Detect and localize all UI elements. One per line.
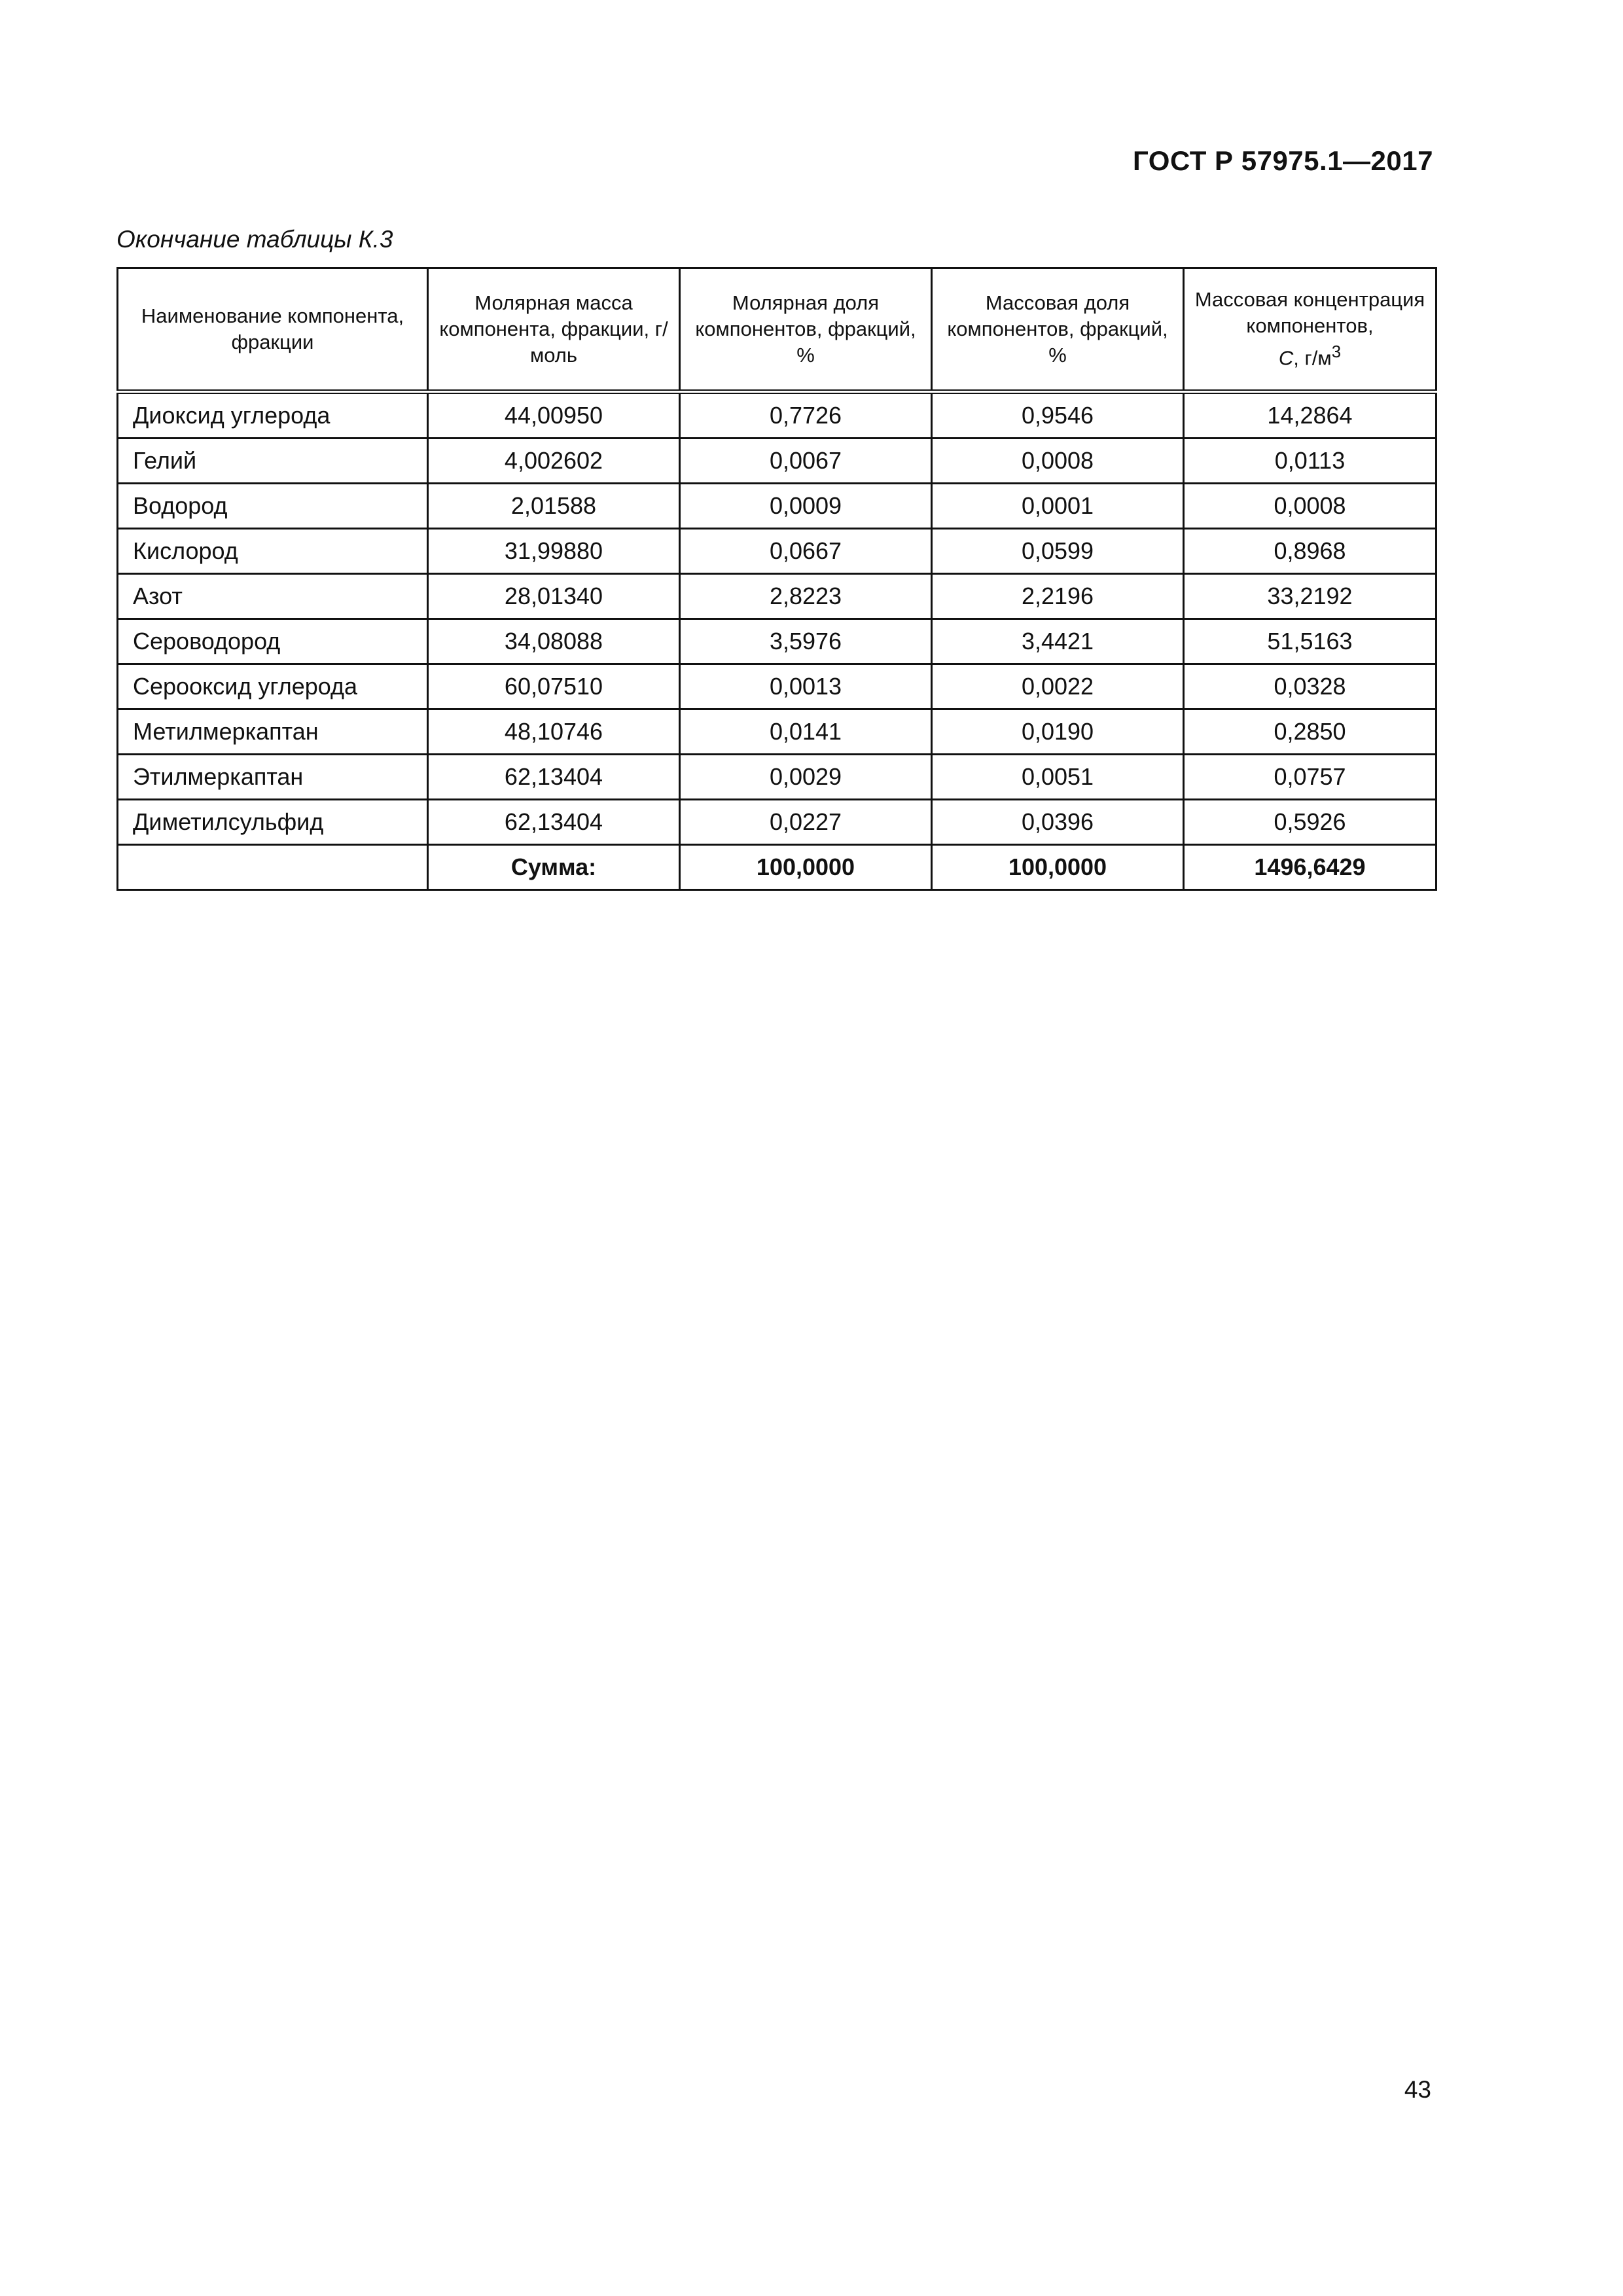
header-molar-mass: Молярная масса компонента, фракции, г/моль <box>428 268 680 392</box>
cell-molar-fraction: 0,0667 <box>680 529 932 574</box>
total-mass-concentration: 1496,6429 <box>1184 845 1436 890</box>
cell-molar-fraction: 0,0009 <box>680 484 932 529</box>
page-number: 43 <box>1404 2076 1431 2103</box>
table-row <box>118 800 1436 845</box>
cell-component-name: Кислород <box>118 529 428 574</box>
components-table <box>116 267 1437 891</box>
cell-component-name: Серооксид углерода <box>118 664 428 709</box>
cell-molar-fraction: 0,7726 <box>680 392 932 439</box>
cell-component-name: Диоксид углерода <box>118 392 428 439</box>
table-row <box>118 439 1436 484</box>
cell-molar-mass: 60,07510 <box>428 664 680 709</box>
cell-mass-fraction: 0,0190 <box>932 709 1184 755</box>
cell-mass-concentration: 14,2864 <box>1184 392 1436 439</box>
cell-mass-fraction: 0,9546 <box>932 392 1184 439</box>
cell-component-name: Азот <box>118 574 428 619</box>
cell-mass-fraction: 0,0001 <box>932 484 1184 529</box>
cell-molar-mass: 34,08088 <box>428 619 680 664</box>
cell-molar-mass: 44,00950 <box>428 392 680 439</box>
table-row <box>118 484 1436 529</box>
header-mass-fraction: Массовая доля компонентов, фракций, % <box>932 268 1184 392</box>
cell-component-name: Этилмеркаптан <box>118 755 428 800</box>
cell-mass-fraction: 0,0599 <box>932 529 1184 574</box>
cell-molar-mass: 62,13404 <box>428 800 680 845</box>
total-component-name <box>118 845 428 890</box>
header-molar-fraction: Молярная доля компонентов, фракций, % <box>680 268 932 392</box>
total-row <box>118 845 1436 890</box>
cell-mass-fraction: 0,0008 <box>932 439 1184 484</box>
cell-component-name: Диметилсульфид <box>118 800 428 845</box>
cell-molar-fraction: 0,0067 <box>680 439 932 484</box>
document-code: ГОСТ Р 57975.1—2017 <box>1133 145 1433 176</box>
cell-molar-fraction: 0,0227 <box>680 800 932 845</box>
cell-mass-fraction: 0,0051 <box>932 755 1184 800</box>
concentration-unit-power: 3 <box>1331 343 1342 362</box>
cell-molar-mass: 62,13404 <box>428 755 680 800</box>
cell-mass-concentration: 0,8968 <box>1184 529 1436 574</box>
table-row <box>118 574 1436 619</box>
cell-mass-fraction: 0,0396 <box>932 800 1184 845</box>
cell-component-name: Гелий <box>118 439 428 484</box>
total-label: Сумма: <box>428 845 680 890</box>
cell-molar-fraction: 2,8223 <box>680 574 932 619</box>
header-mass-concentration <box>1184 268 1436 392</box>
cell-mass-concentration: 51,5163 <box>1184 619 1436 664</box>
header-component-name: Наименование компонента, фракции <box>118 268 428 392</box>
table-row <box>118 664 1436 709</box>
cell-molar-mass: 2,01588 <box>428 484 680 529</box>
table-caption: Окончание таблицы К.3 <box>116 226 393 253</box>
table-row <box>118 529 1436 574</box>
cell-molar-fraction: 0,0013 <box>680 664 932 709</box>
cell-component-name: Сероводород <box>118 619 428 664</box>
cell-molar-fraction: 3,5976 <box>680 619 932 664</box>
table-row <box>118 619 1436 664</box>
table-body <box>118 392 1436 890</box>
header-mass-concentration-label: Массовая концентрация компонентов, <box>1194 288 1425 338</box>
cell-molar-fraction: 0,0141 <box>680 709 932 755</box>
cell-molar-mass: 48,10746 <box>428 709 680 755</box>
table-row <box>118 709 1436 755</box>
table-row <box>118 392 1436 439</box>
cell-mass-fraction: 3,4421 <box>932 619 1184 664</box>
cell-mass-concentration: 0,0328 <box>1184 664 1436 709</box>
concentration-symbol: С <box>1278 346 1294 370</box>
cell-component-name: Метилмеркаптан <box>118 709 428 755</box>
cell-mass-concentration: 0,0008 <box>1184 484 1436 529</box>
cell-mass-fraction: 2,2196 <box>932 574 1184 619</box>
concentration-unit: , г/м <box>1293 346 1332 370</box>
cell-mass-fraction: 0,0022 <box>932 664 1184 709</box>
cell-molar-mass: 31,99880 <box>428 529 680 574</box>
table-row <box>118 755 1436 800</box>
total-mass-fraction: 100,0000 <box>932 845 1184 890</box>
cell-component-name: Водород <box>118 484 428 529</box>
total-molar-fraction: 100,0000 <box>680 845 932 890</box>
cell-mass-concentration: 0,0757 <box>1184 755 1436 800</box>
table-header-row <box>118 268 1436 392</box>
cell-mass-concentration: 0,0113 <box>1184 439 1436 484</box>
cell-molar-mass: 28,01340 <box>428 574 680 619</box>
cell-mass-concentration: 33,2192 <box>1184 574 1436 619</box>
cell-mass-concentration: 0,5926 <box>1184 800 1436 845</box>
cell-mass-concentration: 0,2850 <box>1184 709 1436 755</box>
cell-molar-fraction: 0,0029 <box>680 755 932 800</box>
cell-molar-mass: 4,002602 <box>428 439 680 484</box>
